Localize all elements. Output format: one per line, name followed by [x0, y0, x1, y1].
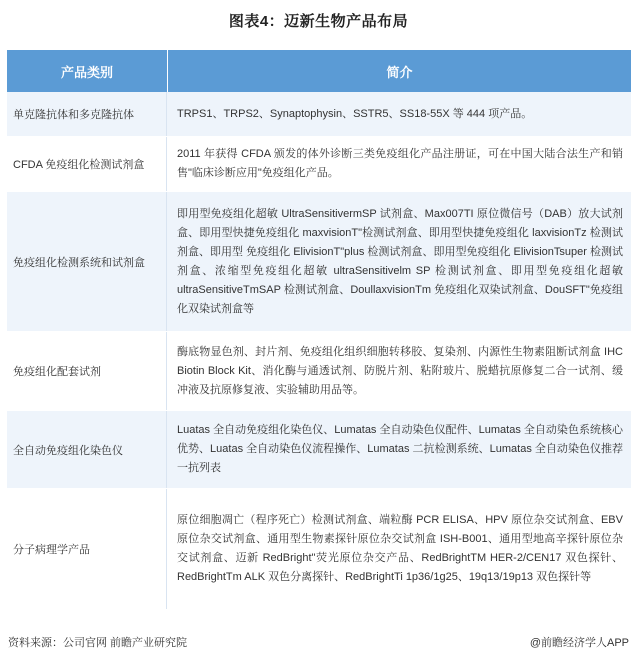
- header-category: 产品类别: [7, 50, 168, 92]
- table-row: [7, 137, 631, 192]
- page-title: 图表4：迈新生物产品布局: [228, 13, 409, 30]
- row-category: 分子病理学产品: [7, 489, 167, 609]
- table-row: [7, 489, 631, 610]
- row-description: 酶底物显色剂、封片剂、免疫组化组织细胞转移胶、复染剂、内源性生物素阻断试剂盒 IHC Biotin Block Kit、消化酶与通透试剂、防脱片剂、粘附玻片、脱蜡抗原修复二合一试剂、缓冲液及抗原修复液、实验辅助用品等。: [177, 345, 623, 396]
- brand-credit: @前瞻经济学人APP: [529, 637, 629, 649]
- row-category: 免疫组化检测系统和试剂盒: [7, 192, 167, 331]
- table-row: [7, 92, 631, 137]
- row-description: 2011 年获得 CFDA 颁发的体外诊断三类免疫组化产品注册证，可在中国大陆合法生产和销售"临床诊断应用"免疫组化产品。: [177, 148, 623, 179]
- table-row: [7, 411, 631, 489]
- source-note: 资料来源：公司官网 前瞻产业研究院: [8, 637, 188, 649]
- row-category: 全自动免疫组化染色仪: [7, 411, 167, 488]
- product-layout-table: [7, 50, 631, 610]
- row-category: CFDA 免疫组化检测试剂盒: [7, 137, 167, 191]
- table-row: [7, 332, 631, 411]
- table-header: [7, 50, 631, 92]
- row-description: 即用型免疫组化超敏 UltraSensitivermSP 试剂盒、Max007TI 原位微信号（DAB）放大试剂盒、即用型快捷免疫组化 maxvisionT"检测试剂盒、即用型快捷免疫组化 laxvisionTz 检测试剂盒、即用型 免疫组化 ElivisionT"plus 检测试剂盒、即用型免疫组化 ElivisionTsuper 检测试剂盒、浓缩型免疫组化超敏 ultraSensitivelm SP 检测试剂盒、即用型免疫组化超敏 ultraSensitiveTmSAP 检测试剂盒、DoullaxvisionTm 免疫组化双染试剂盒、DouSFT"免疫组化双染试剂盒等: [177, 207, 623, 315]
- row-category: 免疫组化配套试剂: [7, 332, 167, 410]
- row-description: TRPS1、TRPS2、Synaptophysin、SSTR5、SS18-55X 等 444 项产品。: [177, 107, 533, 120]
- row-description: Luatas 全自动免疫组化染色仪、Lumatas 全自动染色仪配件、Lumatas 全自动染色系统核心优势、Luatas 全自动染色仪流程操作、Lumatas 二抗检测系统、Lumatas 全自动染色仪推荐一抗列表: [177, 424, 623, 474]
- row-category: 单克隆抗体和多克隆抗体: [7, 92, 167, 136]
- row-description: 原位细胞凋亡（程序死亡）检测试剂盒、端粒酶 PCR ELISA、HPV 原位杂交试剂盒、EBV 原位杂交试剂盒、通用型生物素探针原位杂交试剂盒 ISH-B001、通用型地高辛探针原位杂交试剂盒、迈新 RedBright"荧光原位杂交产品、RedBrightTM HER-2/CEN17 双色探针、RedBrightTm ALK 双色分离探针、RedBrightTi 1p36/1g25、19q13/19p13 双色探针等: [177, 514, 623, 583]
- table-row: [7, 192, 631, 332]
- header-description: 简介: [386, 64, 413, 80]
